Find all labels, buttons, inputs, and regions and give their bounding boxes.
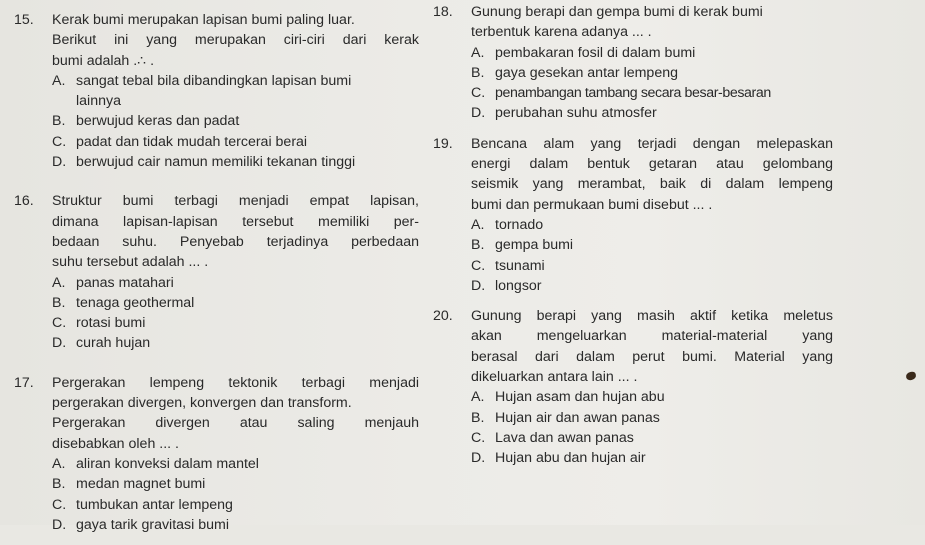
option-letter: B. [52,294,66,311]
question-text [52,373,419,454]
option-letter: A. [52,72,66,89]
option-text: berwujud cair namun memiliki tekanan tinggi [76,154,356,171]
option-c [52,132,419,152]
question-line: dimana lapisan-lapisan tersebut memiliki per- [52,213,419,230]
question-line: Bencana alam yang terjadi dengan melepaskan [471,135,833,152]
question-number: 15. [14,12,34,28]
option-text: lainnya [76,93,121,110]
question-number: 16. [14,193,34,210]
option-b [471,408,833,428]
question-16 [14,191,419,353]
option-letter: B. [471,409,485,426]
question-line: terbentuk karena adanya ... . [471,24,652,41]
option-letter: A. [52,274,66,291]
option-text: curah hujan [76,335,151,352]
option-text: gempa bumi [495,237,574,254]
option-text: sangat tebal bila dibandingkan lapisan bumi [76,72,352,89]
option-a [471,215,833,235]
option-text: padat dan tidak mudah tercerai berai [76,133,308,150]
question-line: energi dalam bentuk getaran atau gelombang [471,156,833,173]
option-a [52,454,419,474]
question-number: 17. [14,374,34,391]
option-letter: B. [52,113,66,130]
question-line: suhu tersebut adalah ... . [52,254,209,271]
option-letter: C. [52,315,67,332]
question-text [52,191,419,272]
right-column [433,2,833,479]
option-letter: A. [471,216,485,233]
options-list [52,273,419,354]
question-text [471,306,833,387]
option-text: medan magnet bumi [76,476,206,493]
option-letter: D. [471,450,486,467]
option-letter: A. [52,455,66,472]
option-text: pembakaran fosil di dalam bumi [495,44,696,61]
question-line: Berikut ini yang merupakan ciri-ciri dari kerak [52,32,419,49]
options-list [471,43,833,124]
option-c [471,83,833,103]
options-list [471,215,833,296]
question-line: dikeluarkan antara lain ... . [471,369,638,386]
option-letter: D. [471,277,486,294]
option-text: tenaga geothermal [76,294,195,311]
question-19 [433,134,833,296]
option-text: aliran konveksi dalam mantel [76,455,259,472]
option-text: penambangan tambang secara besar-besaran [495,85,771,102]
question-text [471,134,833,215]
option-b [471,63,833,83]
options-list [52,454,419,535]
option-text: perubahan suhu atmosfer [495,105,657,122]
option-letter: D. [52,335,67,352]
option-c [471,256,833,276]
option-letter: C. [471,429,486,446]
option-letter: B. [471,64,485,81]
option-text: Hujan abu dan hujan air [495,450,646,467]
option-letter: C. [471,85,486,102]
option-text: Hujan asam dan hujan abu [495,389,665,406]
option-letter: C. [52,496,67,513]
question-number: 18. [433,4,453,20]
option-b [471,235,833,255]
option-letter: C. [52,133,67,150]
question-line: berasal dari dalam perut bumi. Material yang [471,348,833,365]
option-text: rotasi bumi [76,315,146,332]
option-d [471,276,833,296]
question-line: Gunung berapi dan gempa bumi di kerak bumi [471,4,763,20]
option-text: berwujud keras dan padat [76,113,240,130]
option-text: tumbukan antar lempeng [76,496,233,513]
question-line: bumi adalah .∴ . [52,52,155,69]
option-letter: B. [52,476,66,493]
option-letter: D. [52,516,67,533]
option-text: longsor [495,277,542,294]
option-d [471,448,833,468]
option-text: panas matahari [76,274,174,291]
question-15 [14,10,419,172]
question-number: 20. [433,308,453,325]
option-text: gaya tarik gravitasi bumi [76,516,229,533]
option-b [52,111,419,131]
question-text [52,10,419,71]
option-text: tsunami [495,257,545,274]
option-a [471,387,833,407]
option-letter: D. [52,154,67,171]
left-column [14,10,419,545]
option-letter: B. [471,237,485,254]
question-line: pergerakan divergen, konvergen dan transform. [52,395,352,412]
question-text [471,2,833,43]
question-line: bumi dan permukaan bumi disebut ... . [471,196,713,213]
question-line: Struktur bumi terbagi menjadi empat lapisan, [52,193,419,210]
option-text: gaya gesekan antar lempeng [495,64,678,81]
option-d [52,152,419,172]
option-letter: C. [471,257,486,274]
question-line: Kerak bumi merupakan lapisan bumi paling luar. [52,12,355,28]
option-letter: A. [471,44,485,61]
question-line: Gunung berapi yang masih aktif ketika meletus [471,308,833,325]
question-line: disebabkan oleh ... . [52,435,179,452]
option-d [471,103,833,123]
option-letter: A. [471,389,485,406]
option-a [52,71,419,112]
option-d [52,333,419,353]
option-b [52,474,419,494]
option-a [52,273,419,293]
question-number: 19. [433,135,453,152]
question-line: seismik yang merambat, baik di dalam lempeng [471,176,833,193]
option-text: Lava dan awan panas [495,429,634,446]
option-letter: D. [471,105,486,122]
question-20 [433,306,833,468]
question-17 [14,373,419,535]
question-line: Pergerakan divergen atau saling menjauh [52,415,419,432]
option-c [52,313,419,333]
option-a [471,43,833,63]
options-list [471,387,833,468]
option-b [52,293,419,313]
question-line: bedaan suhu. Penyebab terjadinya perbedaan [52,233,419,250]
option-text: Hujan air dan awan panas [495,409,660,426]
question-line: akan mengeluarkan material-material yang [471,328,833,345]
option-c [52,495,419,515]
option-c [471,428,833,448]
question-18 [433,2,833,124]
option-text: tornado [495,216,544,233]
ink-spot [905,371,917,381]
question-line: Pergerakan lempeng tektonik terbagi menjadi [52,374,419,391]
options-list [52,71,419,172]
